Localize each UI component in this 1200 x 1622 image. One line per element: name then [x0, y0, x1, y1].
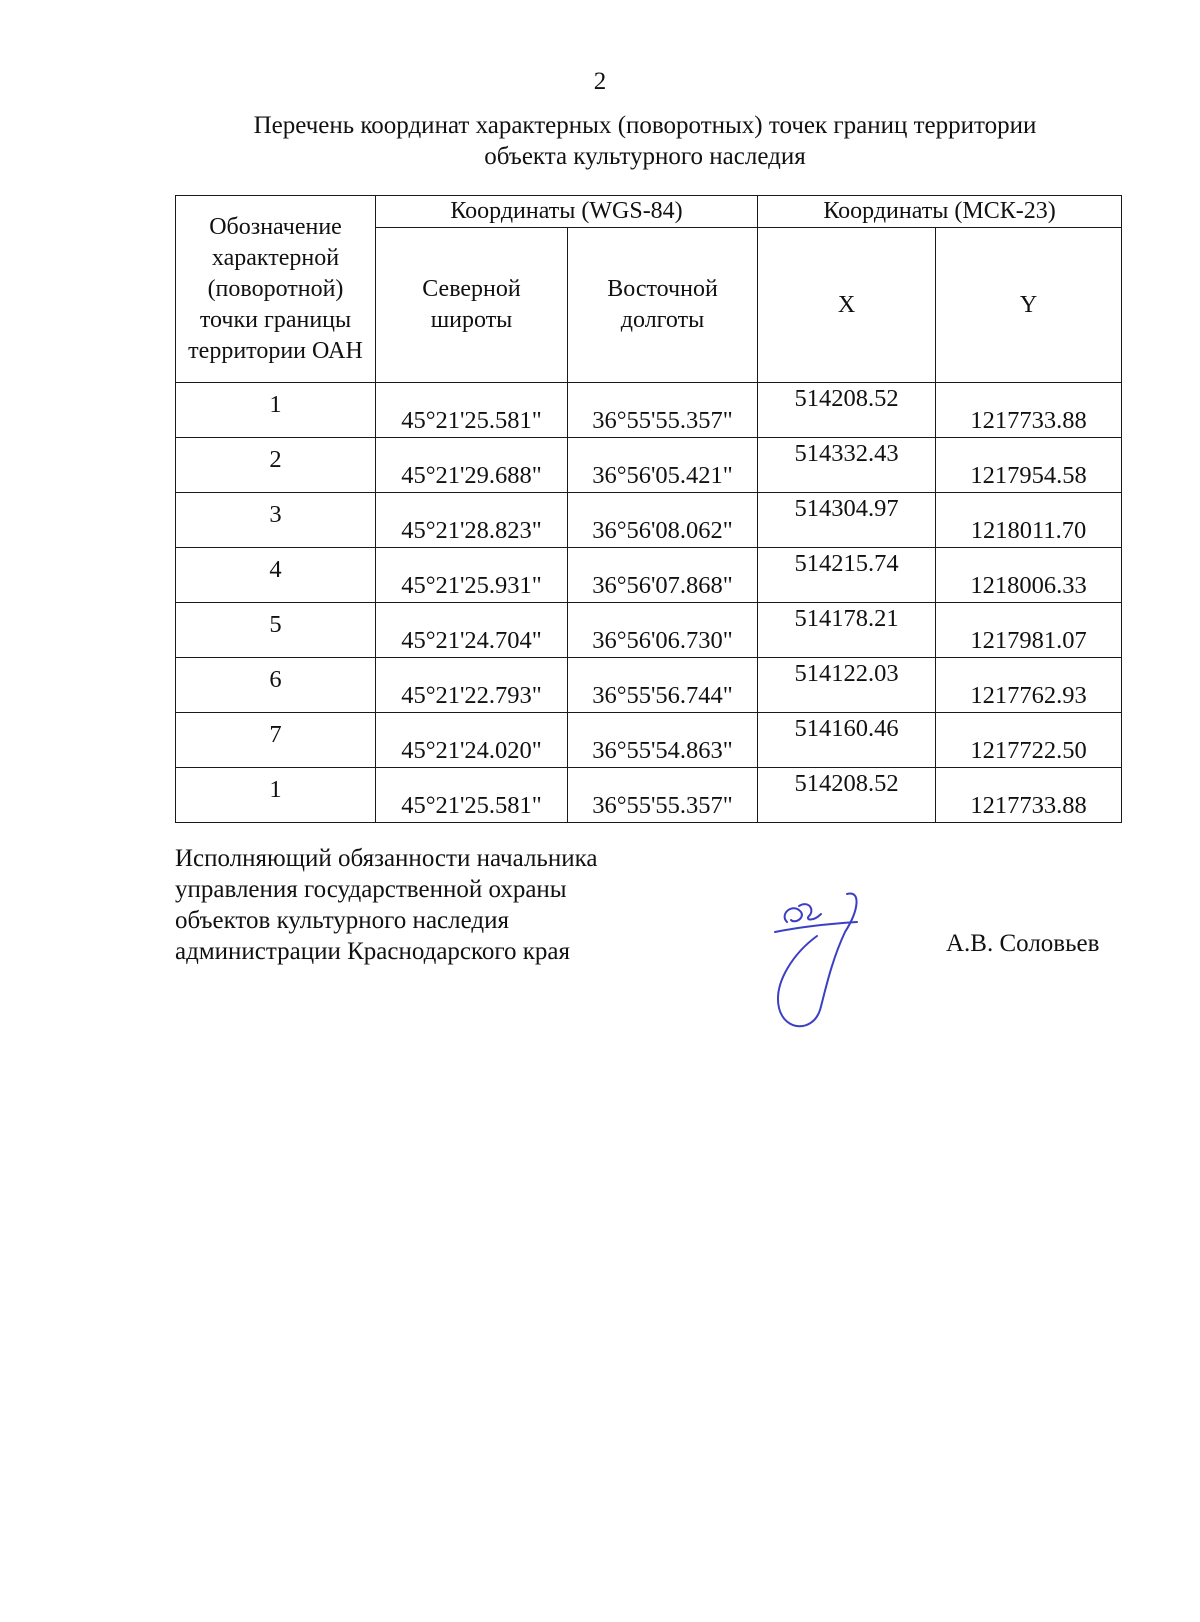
- table-row: [176, 658, 1122, 713]
- cell-x: 514160.46: [758, 713, 936, 768]
- cell-x: 514208.52: [758, 383, 936, 438]
- cell-y: 1218006.33: [936, 548, 1122, 603]
- signer-name: А.В. Соловьев: [946, 930, 1100, 957]
- cell-x: 514332.43: [758, 438, 936, 493]
- handwritten-signature: [765, 892, 875, 1042]
- cell-north-latitude: 45°21'29.688": [376, 438, 568, 493]
- cell-east-longitude: 36°56'06.730": [568, 603, 758, 658]
- header-wgs84-group: Координаты (WGS-84): [376, 196, 758, 228]
- cell-north-latitude: 45°21'24.020": [376, 713, 568, 768]
- signer-position-line-3: объектов культурного наследия: [175, 907, 509, 934]
- coordinates-table: [175, 195, 1122, 823]
- table-row: [176, 768, 1122, 823]
- cell-north-latitude: 45°21'28.823": [376, 493, 568, 548]
- signer-position-line-1: Исполняющий обязанности начальника: [175, 845, 598, 872]
- cell-east-longitude: 36°56'07.868": [568, 548, 758, 603]
- header-msk23-group: Координаты (МСК-23): [758, 196, 1122, 228]
- table-row: [176, 383, 1122, 438]
- signer-position-line-4: администрации Краснодарского края: [175, 938, 571, 965]
- cell-east-longitude: 36°56'05.421": [568, 438, 758, 493]
- cell-x: 514208.52: [758, 768, 936, 823]
- table-row: [176, 603, 1122, 658]
- cell-y: 1217954.58: [936, 438, 1122, 493]
- cell-point: 1: [176, 768, 376, 823]
- cell-y: 1217981.07: [936, 603, 1122, 658]
- signer-position-line-2: управления государственной охраны: [175, 876, 567, 903]
- cell-east-longitude: 36°56'08.062": [568, 493, 758, 548]
- document-title-line-1: Перечень координат характерных (поворотных) точек границ территории: [253, 112, 1037, 139]
- cell-east-longitude: 36°55'55.357": [568, 768, 758, 823]
- cell-y: 1217722.50: [936, 713, 1122, 768]
- cell-north-latitude: 45°21'25.581": [376, 383, 568, 438]
- cell-x: 514215.74: [758, 548, 936, 603]
- cell-point: 1: [176, 383, 376, 438]
- cell-east-longitude: 36°55'55.357": [568, 383, 758, 438]
- cell-point: 5: [176, 603, 376, 658]
- cell-point: 2: [176, 438, 376, 493]
- header-point-designation: Обозначение характерной (поворотной) точки границы территории ОАН: [176, 196, 376, 383]
- cell-point: 4: [176, 548, 376, 603]
- cell-north-latitude: 45°21'22.793": [376, 658, 568, 713]
- cell-x: 514178.21: [758, 603, 936, 658]
- coordinates-table-body: [176, 383, 1122, 823]
- cell-y: 1218011.70: [936, 493, 1122, 548]
- table-row: [176, 438, 1122, 493]
- page-number: 2: [593, 68, 607, 95]
- cell-east-longitude: 36°55'54.863": [568, 713, 758, 768]
- cell-y: 1217762.93: [936, 658, 1122, 713]
- cell-east-longitude: 36°55'56.744": [568, 658, 758, 713]
- header-east-longitude: Восточной долготы: [568, 228, 758, 383]
- document-title-line-2: объекта культурного наследия: [484, 143, 806, 170]
- table-row: [176, 548, 1122, 603]
- cell-y: 1217733.88: [936, 768, 1122, 823]
- table-row: [176, 493, 1122, 548]
- header-y: Y: [936, 228, 1122, 383]
- header-x: X: [758, 228, 936, 383]
- document-title: [170, 110, 1120, 172]
- cell-x: 514304.97: [758, 493, 936, 548]
- cell-north-latitude: 45°21'25.931": [376, 548, 568, 603]
- cell-north-latitude: 45°21'24.704": [376, 603, 568, 658]
- cell-north-latitude: 45°21'25.581": [376, 768, 568, 823]
- cell-point: 6: [176, 658, 376, 713]
- cell-y: 1217733.88: [936, 383, 1122, 438]
- cell-point: 3: [176, 493, 376, 548]
- cell-x: 514122.03: [758, 658, 936, 713]
- signer-position: [175, 843, 695, 967]
- table-row: [176, 713, 1122, 768]
- header-north-latitude: Северной широты: [376, 228, 568, 383]
- cell-point: 7: [176, 713, 376, 768]
